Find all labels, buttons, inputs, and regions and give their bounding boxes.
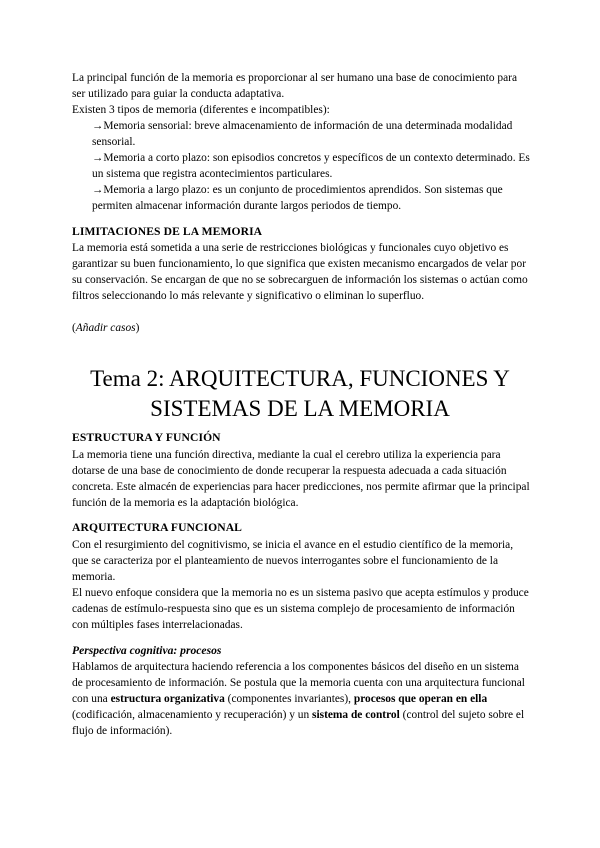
structure-heading: ESTRUCTURA Y FUNCIÓN	[72, 431, 221, 444]
structure-paragraph: La memoria tiene una función directiva, mediante la cual el cerebro utiliza la experiencia para dotarse de una base de conocimiento de donde recuperar la respuesta adecuada a cada situación concreta. Este almacén de experiencias para hacer predicciones, nos permite afirmar que la principal función de la memoria es la adaptación biológica.	[72, 449, 530, 509]
bold-organizational-structure: estructura organizativa	[110, 693, 225, 705]
chapter-title: Tema 2: ARQUITECTURA, FUNCIONES Y SISTEMAS DE LA MEMORIA	[90, 366, 510, 421]
limitations-paragraph: La memoria está sometida a una serie de restricciones biológicas y funcionales cuyo objetivo es garantizar su buen funcionamiento, lo que significa que existen mecanismo encargados de velar por su conservación. Se encargan de que no se sobrecarguen de información los sistemas o actúan como filtros seleccionando lo más relevante y significativo o eliminan lo superfluo.	[72, 242, 528, 302]
functional-architecture-paragraph-1: Con el resurgimiento del cognitivismo, se inicia el avance en el estudio científico de la memoria, que se caracteriza por el planteamiento de nuevos interrogantes sobre el funcionamiento de la memoria.	[72, 539, 514, 583]
functional-architecture-paragraph-2: El nuevo enfoque considera que la memoria no es un sistema pasivo que acepta estímulos y produce cadenas de estímulo-respuesta sino que es un sistema complejo de procesamiento de información con múltiples fases interrelacionadas.	[72, 587, 529, 631]
limitations-heading: LIMITACIONES DE LA MEMORIA	[72, 225, 263, 238]
cognitive-perspective-heading: Perspectiva cognitiva: procesos	[72, 644, 222, 657]
bullet-sensory-memory: →Memoria sensorial: breve almacenamiento de información de una determinada modalidad sensorial.	[92, 120, 513, 148]
limitations-note: (Añadir casos)	[72, 322, 140, 334]
bullet-long-term-memory: →Memoria a largo plazo: es un conjunto de procedimientos aprendidos. Son sistemas que permiten almacenar información durante largos periodos de tiempo.	[92, 184, 503, 212]
memory-types-intro: Existen 3 tipos de memoria (diferentes e incompatibles):	[72, 104, 330, 116]
cognitive-perspective-paragraph: Hablamos de arquitectura haciendo referencia a los componentes básicos del diseño en un sistema de procesamiento de información. Se postula que la memoria cuenta con una arquitectura funcional con una estructura organizativa (componentes invariantes), procesos que operan en ella (codificación, almacenamiento y recuperación) y un sistema de control (control del sujeto sobre el flujo de información).	[72, 661, 525, 737]
intro-paragraph: La principal función de la memoria es proporcionar al ser humano una base de conocimiento para ser utilizado para guiar la conducta adaptativa.	[72, 72, 518, 100]
bullet-short-term-memory: →Memoria a corto plazo: son episodios concretos y específicos de un contexto determinado. Es un sistema que registra acontecimientos particulares.	[92, 152, 530, 180]
bold-processes: procesos que operan en ella	[353, 693, 488, 705]
bold-control-system: sistema de control	[312, 709, 400, 721]
functional-architecture-heading: ARQUITECTURA FUNCIONAL	[72, 521, 243, 534]
